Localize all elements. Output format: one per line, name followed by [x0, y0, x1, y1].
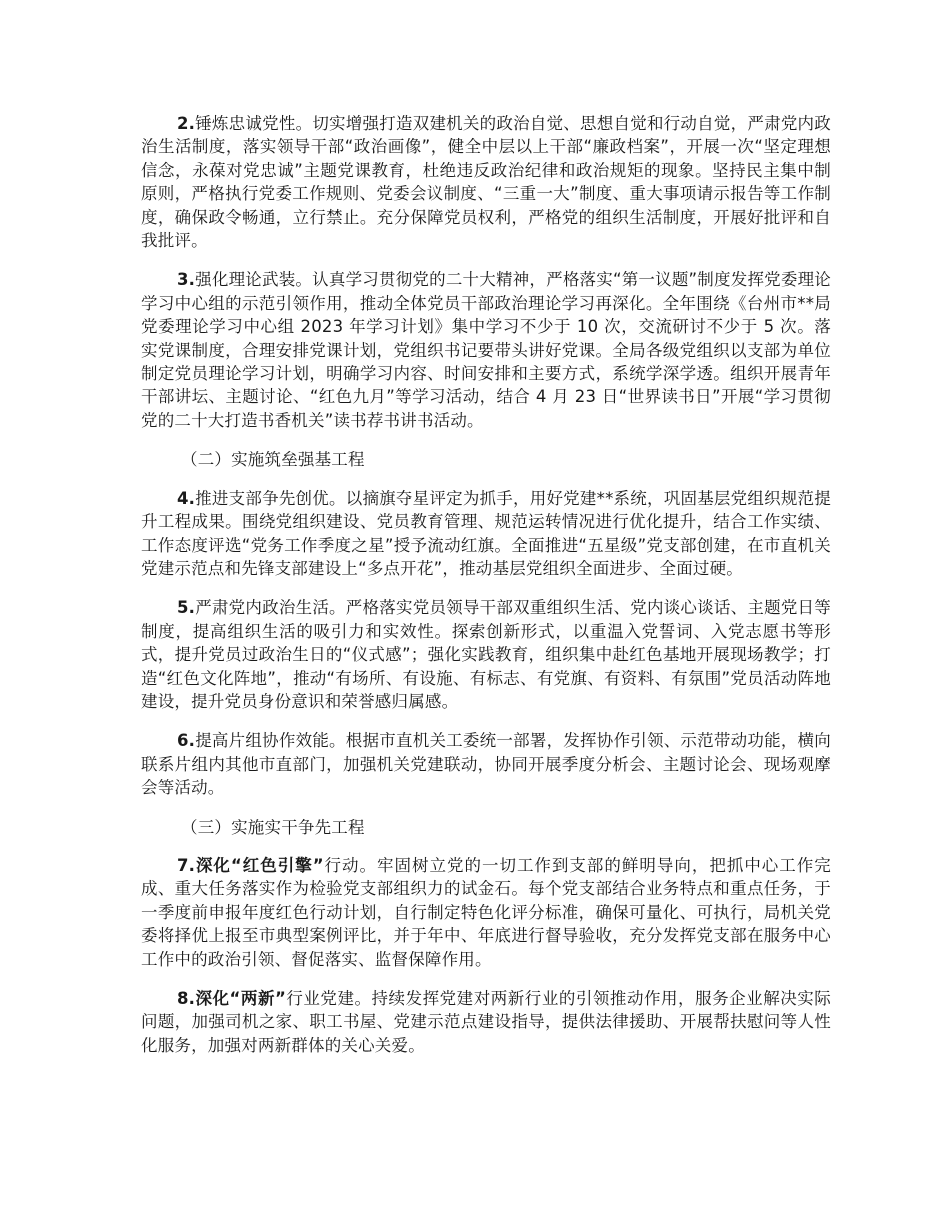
paragraph-5	[141, 596, 831, 713]
section-heading-2: （二）实施筑垒强基工程	[181, 450, 365, 470]
item-number: 7.	[177, 855, 196, 875]
paragraph-7	[141, 854, 831, 971]
paragraph-text: 提高片组协作效能。根据市直机关工委统一部署，发挥协作引领、示范带动功能，横向联系片组内其他市直部门，加强机关党建联动，协同开展季度分析会、主题讨论会、现场观摩会等活动。	[141, 731, 831, 798]
paragraph-text: 行业党建。持续发挥党建对两新行业的引领推动作用，服务企业解决实际问题，加强司机之家、职工书屋、党建示范点建设指导，提供法律援助、开展帮扶慰问等人性化服务，加强对两新群体的关心关爱。	[141, 989, 831, 1055]
paragraph-text: 锤炼忠诚党性。切实增强打造双建机关的政治自觉、思想自觉和行动自觉，严肃党内政治生活制度，落实领导干部“政治画像”，健全中层以上干部“廉政档案”，开展一次“坚定理想信念，永葆对党忠诚”主题党课教育，杜绝违反政治纪律和政治规矩的现象。坚持民主集中制原则，严格执行党委工作规则、党委会议制度、“三重一大”制度、重大事项请示报告等工作制度，确保政令畅通，立行禁止。充分保障党员权利，严格党的组织生活制度，开展好批评和自我批评。	[141, 114, 831, 251]
paragraph-text: 强化理论武装。认真学习贯彻党的二十大精神，严格落实“第一议题”制度发挥党委理论学习中心组的示范引领作用，推动全体党员干部政治理论学习再深化。全年围绕《台州市**局党委理论学习中心组 2023 年学习计划》集中学习不少于 10 次，交流研讨不少于 5 次。落实党课制度，合理安排党课计划，党组织书记要带头讲好党课。全局各级党组织以支部为单位制定党员理论学习计划，明确学习内容、时间安排和主要方式，系统学深学透。组织开展青年干部讲坛、主题讨论、“红色九月”等学习活动，结合 4 月 23 日“世界读书日”开展“学习贯彻党的二十大打造书香机关”读书荐书讲书活动。	[141, 270, 831, 430]
paragraph-3	[141, 268, 831, 432]
item-number: 8.	[177, 989, 196, 1008]
paragraph-bold-title: 深化“两新”	[195, 989, 287, 1008]
item-number: 3.	[177, 270, 196, 290]
paragraph-text: 严肃党内政治生活。严格落实党员领导干部双重组织生活、党内谈心谈话、主题党日等制度，提高组织生活的吸引力和实效性。探索创新形式，以重温入党誓词、入党志愿书等形式，提升党员过政治生日的“仪式感”；强化实践教育，组织集中赴红色基地开展现场教学；打造“红色文化阵地”，推动“有场所、有设施、有标志、有党旗、有资料、有氛围”党员活动阵地建设，提升党员身份意识和荣誉感归属感。	[141, 598, 831, 711]
item-number: 6.	[177, 731, 196, 751]
item-number: 2.	[177, 114, 196, 133]
item-number: 4.	[177, 488, 196, 508]
paragraph-2	[141, 112, 831, 252]
paragraph-bold-title: 深化“红色引擎”	[195, 855, 324, 875]
section-heading-3: （三）实施实干争先工程	[181, 817, 365, 837]
paragraph-8	[141, 987, 831, 1057]
document-page	[141, 112, 831, 1073]
paragraph-4	[141, 487, 831, 581]
paragraph-text: 行动。牢固树立党的一切工作到支部的鲜明导向，把抓中心工作完成、重大任务落实作为检验党支部组织力的试金石。每个党支部结合业务特点和重点任务，于一季度前申报年度红色行动计划，自行制定特色化评分标准，确保可量化、可执行，局机关党委将择优上报至市典型案例评比，并于年中、年底进行督导验收，充分发挥党支部在服务中心工作中的政治引领、督促落实、监督保障作用。	[141, 855, 831, 969]
item-number: 5.	[177, 598, 196, 618]
paragraph-text: 推进支部争先创优。以摘旗夺星评定为抓手，用好党建**系统，巩固基层党组织规范提升工程成果。围绕党组织建设、党员教育管理、规范运转情况进行优化提升，结合工作实绩、工作态度评选“党务工作季度之星”授予流动红旗。全面推进“五星级”党支部创建，在市直机关党建示范点和先锋支部建设上“多点开花”，推动基层党组织全面进步、全面过硬。	[141, 488, 831, 578]
paragraph-6	[141, 729, 831, 799]
